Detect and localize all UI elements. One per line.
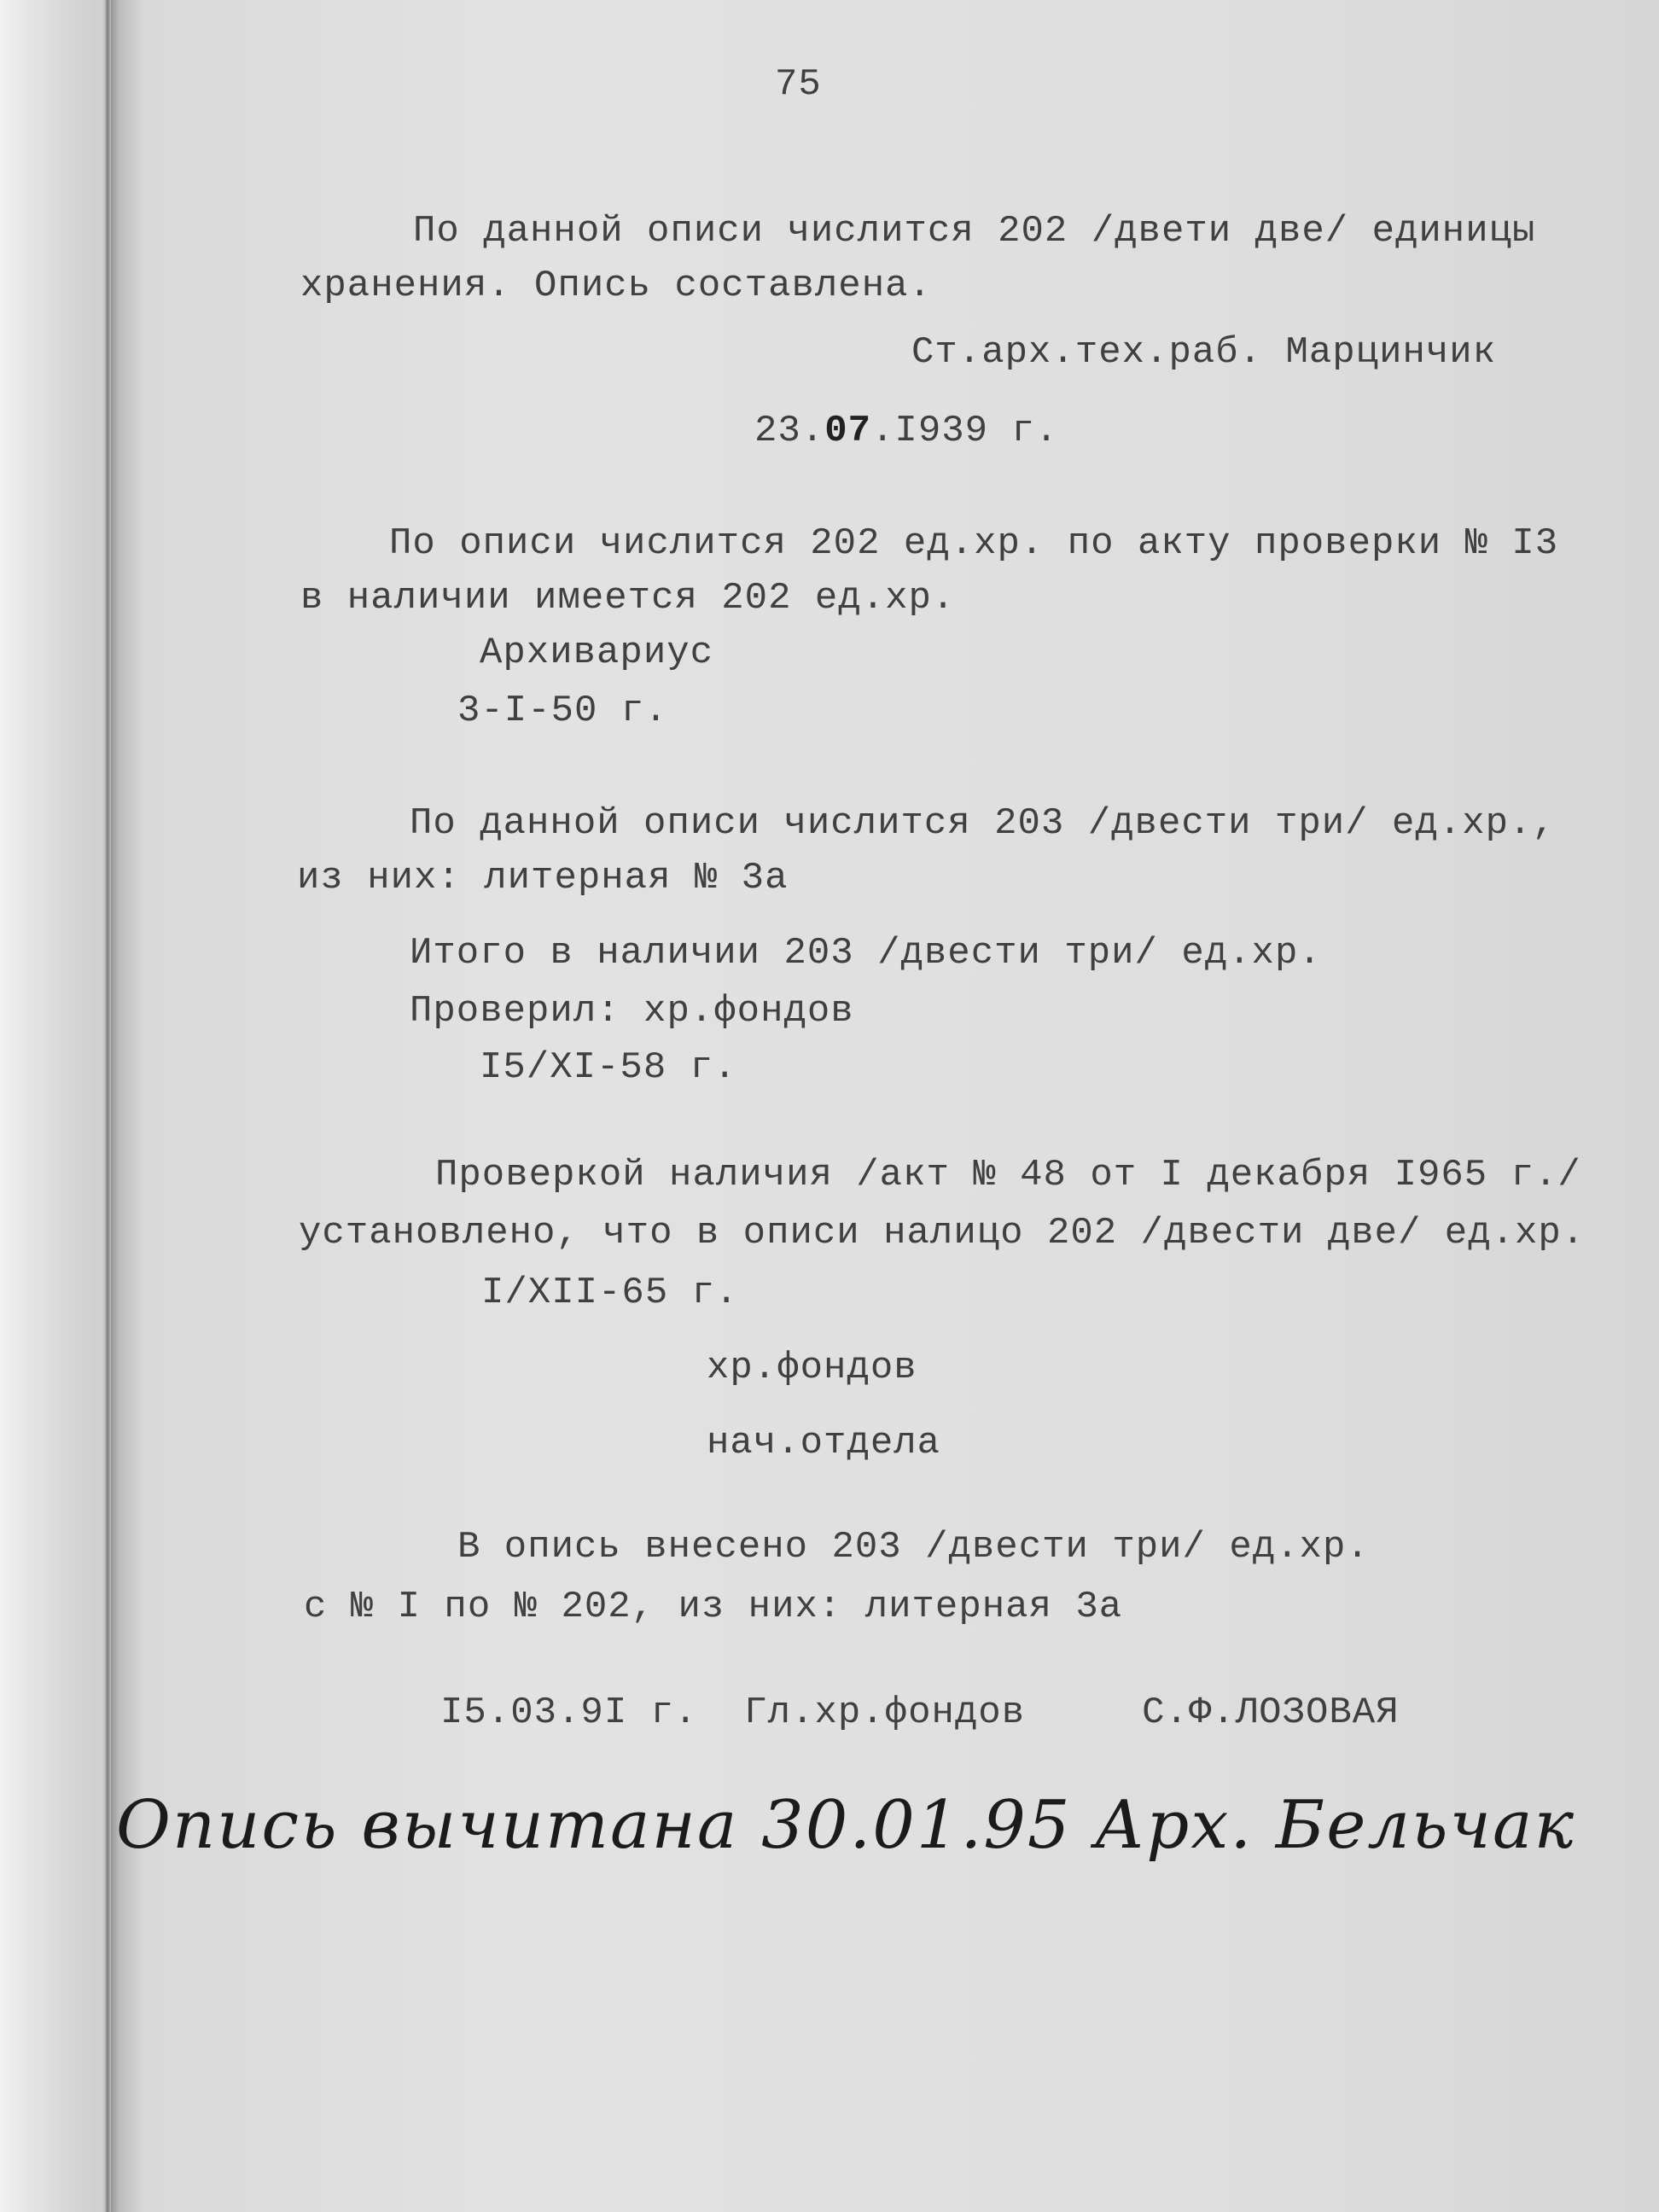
entry2-line1: По описи числится 202 ед.хр. по акту проверки № I3	[389, 522, 1559, 565]
page-number: 75	[775, 63, 822, 106]
entry5-line1: В опись внесено 203 /двести три/ ед.хр.	[457, 1526, 1370, 1569]
entry1-date	[754, 410, 1058, 452]
entry4-line2: установлено, что в описи налицо 202 /двести две/ ед.хр.	[299, 1212, 1586, 1254]
entry4-role1: хр.фондов	[707, 1347, 917, 1389]
entry5-footer: I5.03.9I г. Гл.хр.фондов С.Ф.ЛОЗОВАЯ	[440, 1691, 1400, 1734]
entry4-line1: Проверкой наличия /акт № 48 от I декабря I965 г./	[435, 1154, 1581, 1196]
entry3-line1: По данной описи числится 203 /двести три/ ед.хр.,	[410, 802, 1556, 845]
entry4-role2: нач.отдела	[707, 1422, 941, 1464]
entry1-date-month: 07	[824, 410, 872, 452]
entry1-line2: хранения. Опись составлена.	[300, 265, 932, 307]
entry3-checked: Проверил: хр.фондов	[410, 990, 854, 1033]
binding-edge	[104, 0, 111, 2212]
entry4-date: I/XII-65 г.	[481, 1272, 739, 1314]
entry3-date: I5/XI-58 г.	[480, 1046, 737, 1089]
entry5-line2: с № I по № 202, из них: литерная 3а	[304, 1586, 1123, 1628]
entry3-line2: из них: литерная № 3а	[297, 857, 789, 899]
entry1-date-suffix: .I939 г.	[871, 410, 1059, 452]
entry2-line2: в наличии имеется 202 ед.хр.	[300, 577, 956, 620]
entry3-total: Итого в наличии 203 /двести три/ ед.хр.	[410, 932, 1322, 975]
entry2-role: Архивариус	[480, 632, 714, 674]
entry1-signer: Ст.арх.тех.раб. Марцинчик	[911, 331, 1497, 374]
entry1-date-prefix: 23.	[754, 410, 825, 452]
entry2-date: 3-I-50 г.	[457, 690, 668, 732]
entry1-line1: По данной описи числится 202 /двети две/ единицы	[413, 210, 1536, 253]
handwritten-note: Опись вычитана 30.01.95 Арх. Бельчак	[116, 1787, 1576, 1864]
